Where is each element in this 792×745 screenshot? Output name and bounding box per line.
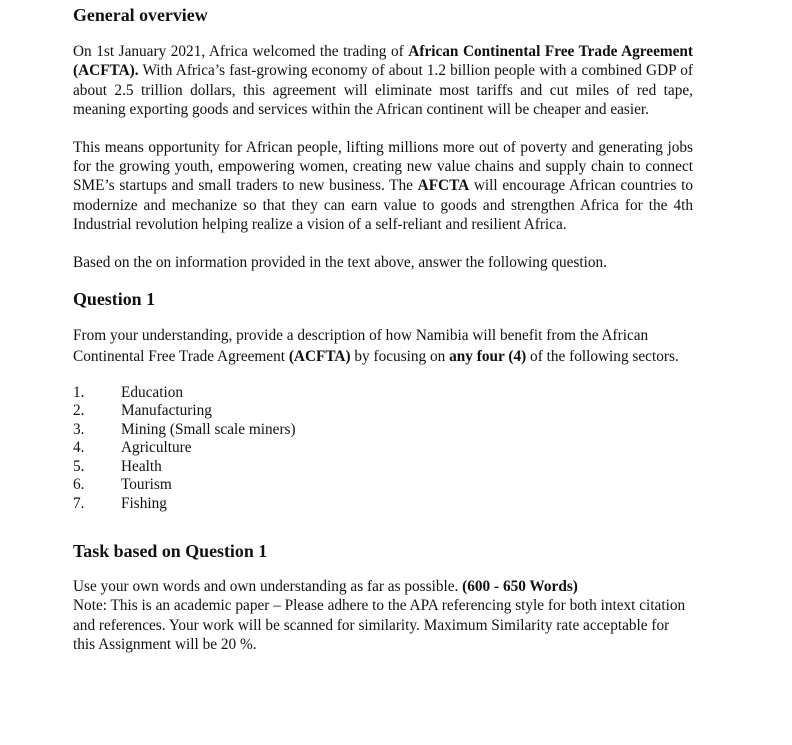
question-1-prompt <box>73 326 693 367</box>
intro-text-1: On 1st January 2021, Africa welcomed the trading of <box>73 43 409 60</box>
list-label: Agriculture <box>121 439 192 457</box>
task-line-1: Use your own words and own understanding as far as possible. <box>73 577 463 595</box>
prompt-text-1: From your understanding, provide a description of how Namibia will benefit from the African Continental Free Trade Agreement <box>73 327 649 365</box>
list-item <box>73 439 693 457</box>
prompt-text-3: of the following sectors. <box>526 347 679 365</box>
list-item <box>73 458 693 476</box>
list-number: 7. <box>73 494 85 512</box>
task-instructions <box>73 577 693 596</box>
intro-text-2: With Africa’s fast-growing economy of about 1.2 billion people with a combined GDP of about 2.5 trillion dollars, this agreement will eliminate most tariffs and cut miles of red tape, meaning exporting goods and services within the African continent will be cheaper and easier. <box>73 62 693 119</box>
intro-paragraph <box>73 42 693 120</box>
general-overview-heading: General overview <box>73 5 208 25</box>
list-item <box>73 476 693 494</box>
afcta-abbrev: AFCTA <box>417 177 470 195</box>
list-label: Fishing <box>121 494 167 512</box>
list-item <box>73 421 693 439</box>
list-number: 1. <box>73 384 85 402</box>
opportunity-paragraph <box>73 138 693 235</box>
opportunity-text-1: This means opportunity for African people, lifting millions more out of poverty and generating jobs for the growing youth, empowering women, creating new value chains and supply chain to connect SME’s startups and small traders to new business. The <box>73 138 693 195</box>
list-item <box>73 495 693 513</box>
document-page <box>73 0 693 655</box>
instruction-paragraph: Based on the on information provided in the text above, answer the following question. <box>73 253 608 271</box>
list-label: Tourism <box>121 476 172 494</box>
task-note: Note: This is an academic paper – Please adhere to the APA referencing style for both intext citation and references. Your work will be scanned for similarity. Maximum Similarity rate acceptable for this Assignment will be 20 %. <box>73 597 686 654</box>
list-number: 2. <box>73 402 85 420</box>
list-label: Education <box>121 384 184 402</box>
acfta-name: African Continental Free Trade Agreement (ACFTA). <box>73 43 693 80</box>
prompt-any-four: any four (4) <box>449 347 527 365</box>
opportunity-text-2: will encourage African countries to modernize and mechanize so that they can earn value to goods and strengthen Africa for the 4th Industrial revolution helping realize a vision of a self-reliant and resilient Africa. <box>73 177 694 234</box>
sectors-list <box>73 384 693 513</box>
word-count: (600 - 650 Words) <box>462 577 578 595</box>
question-1-heading: Question 1 <box>73 289 156 310</box>
prompt-text-2: by focusing on <box>350 347 450 365</box>
list-item <box>73 384 693 402</box>
prompt-acfta: (ACFTA) <box>288 347 351 365</box>
list-number: 3. <box>73 420 85 438</box>
list-label: Health <box>121 457 162 475</box>
list-number: 4. <box>73 439 85 457</box>
list-label: Manufacturing <box>121 402 212 420</box>
list-item <box>73 402 693 420</box>
task-heading: Task based on Question 1 <box>73 540 268 561</box>
list-label: Mining (Small scale miners) <box>121 420 296 438</box>
list-number: 6. <box>73 476 85 494</box>
list-number: 5. <box>73 457 85 475</box>
